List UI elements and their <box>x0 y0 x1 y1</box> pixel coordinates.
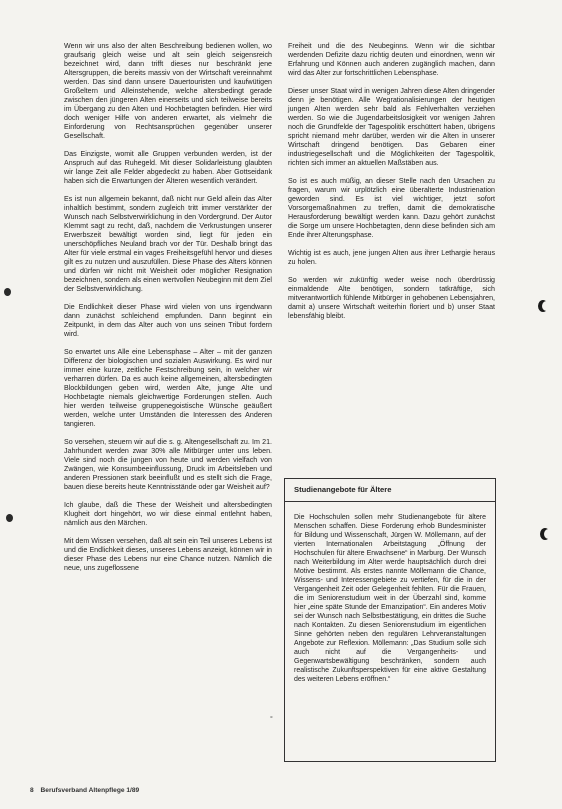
page-number: 8 <box>30 787 34 794</box>
paragraph: So erwartet uns Alle eine Lebensphase – Alter – mit der ganzen Differenz der biologischen und sozialen Auswirkung. Es wird nur immer eine kurze, zeitliche Festschreibung sein, in welcher wir verharren dürfen. Da es auch keine allgemeinen, altersbedingten Blockbildungen geben wird, werden Alte, junge Alte und Hochbetagte niemals gleichwertige Forderungen stellen. Auch hier werden teilweise gruppenegoistische Wünsche geäußert werden, welche unter Umständen die Interessen des Anderen tangieren. <box>64 348 272 428</box>
box-title: Studienangebote für Ältere <box>285 479 495 502</box>
right-text-column <box>288 42 495 330</box>
page-footer <box>30 787 139 794</box>
paragraph: Wenn wir uns also der alten Beschreibung bedienen wollen, wo graufsarig gleich weise und alt sein gleich seigensreich bezeichnet wird, dann trifft dieses nur beschränkt jene Altersgruppen, die bereits massiv von der Wirtschaft vereinnahmt werden. Das sind dann unsere Dauertouristen und kaufwütigen Großeltern und Alleinstehende, welche altersbedingt gerade zwischen den jüngeren Alten einerseits und sich teilweise bereits im Übergang zu den Alten und Hochbetagten befinden. Hier wird doch weniger Hilfe von anderen erwartet, als vielmehr die Einforderung von Rechtsansprüchen gegenüber unserer Gesellschaft. <box>64 42 272 140</box>
paragraph: Freiheit und die des Neubeginns. Wenn wir die sichtbar werdenden Defizite dazu richtig deuten und einordnen, wenn wir Erfahrung und Können auch anderen zugänglich machen, dann wird das Alter zur fortschrittlichen Lebensphase. <box>288 42 495 77</box>
left-text-column <box>64 42 272 582</box>
paragraph: So versehen, steuern wir auf die s. g. Altengesellschaft zu. Im 21. Jahrhundert werden zwar 30% alle Mitbürger unter uns leben. Viele sind noch die jungen von heute und werden vielfach von Zwängen, wie Konsumbeeinflussung, Druck im Arbeitsleben und anderen Pressionen stark beeinflußt und es stellt sich die Frage, bauen diese bereits heute Kenntnisstände oder gar Weisheit auf? <box>64 438 272 491</box>
paragraph: So werden wir zukünftig weder weise noch überdrüssig einmaldende Alte benötigen, sondern tatkräftige, sich mitverantwortlich fühlende Mitbürger in gehobenen Lebensjahren, damit a) unsere Wirtschaft weiterhin floriert und b) unser Staat lebensfähig bleibt. <box>288 276 495 320</box>
small-mark: ° <box>270 716 273 723</box>
binding-mark-icon <box>538 300 548 312</box>
paragraph: Dieser unser Staat wird in wenigen Jahren diese Alten dringender denn je benötigen. Alle Wegrationalisierungen der heutigen jungen Alten werden sehr bald als Fehlverhalten verziehen werden. So wie die Jugendarbeitslosigkeit vor wenigen Jahren noch die Grundfelde der Tagespolitik erschüttert haben, übrigens spricht niemand mehr darüber, werden wir die Alten in unserer Wirtschaft dringend benötigen. Das Gebaren einer industriegesellschaft und die Möglichkeiten der Tagespolitik, richten sich immer an aktuellen Maßstäben aus. <box>288 87 495 167</box>
footer-text: Berufsverband Altenpflege 1/89 <box>40 787 140 794</box>
paragraph: Wichtig ist es auch, jene jungen Alten aus ihrer Lethargie heraus zu holen. <box>288 249 495 266</box>
paragraph: So ist es auch müßig, an dieser Stelle nach den Ursachen zu fragen, warum wir urplötzlich eine überalterte Industrienation geworden sind. Es ist viel wichtiger, jetzt sofort Vorsorgemaßnahmen zu treffen, damit die demokratische Herausforderung bewältigt werden kann. Dazu gehört zunächst die Sorge um unsere Hochbetagten, denn diese befinden sich am Ende ihrer Alterungsphase. <box>288 177 495 239</box>
punch-hole-icon <box>4 288 11 296</box>
sidebar-box <box>284 478 496 762</box>
paragraph: Das Einzigste, womit alle Gruppen verbunden werden, ist der Anspruch auf das Ruhegeld. Mit dieser Solidarleistung glaubten wir lange Zeit alle Felder abgedeckt zu haben. Aber Gottseidank haben sich die Erwartungen der Älteren wesentlich verändert. <box>64 150 272 185</box>
paragraph: Die Endlichkeit dieser Phase wird vielen von uns irgendwann dann zunächst schleichend empfunden. Dann beginnt ein Zeitpunkt, in dem das Alter auch von uns seinen Tribut fordern wird. <box>64 303 272 338</box>
punch-hole-icon <box>6 514 13 522</box>
box-text: Die Hochschulen sollen mehr Studienangebote für ältere Menschen schaffen. Diese Forderung erhob Bundesminister für Bildung und Wissenschaft, Jürgen W. Möllemann, auf der vierten Internationalen Arbeitstagung „Öffnung der Hochschulen für ältere Erwachsene“ in Marburg. Der Wunsch nach Weiterbildung im Alter werde hauptsächlich durch drei Motive bestimmt. Als erstes nannte Möllemann die Chance, Wissens- und Interessengebiete zu vertiefen, für die in der Vergangenheit Zeit oder Gelegenheit fehlten. Für die Frauen, die im Seniorenstudium weit in der Überzahl sind, komme hier „eine späte Stunde der Emanzipation“. Ein anderes Motiv sei der Wunsch nach Selbstbestätigung, ein drittes die Suche nach Kontakten. Zu diesen Seniorenstudium im eigentlichen Sinne gehörten neben den regulären Lehrveranstaltungen Angebote zur Reflexion. Möllemann: „Das Studium solle sich auch nicht auf die Vergangenheits- und Gegenwartsbewältigung beschränken, sondern auch realistische Zukunftsperspektiven für eine aktive Gestaltung des weiteren Lebens eröffnen.“ <box>294 514 486 683</box>
binding-mark-icon <box>540 528 550 540</box>
paragraph: Mit dem Wissen versehen, daß alt sein ein Teil unseres Lebens ist und die Endlichkeit dieses, unseres Lebens anzeigt, können wir in dieser Phase des Lebens nur eine Chance nutzen. Nämlich die neue, uns zugeflossene <box>64 537 272 572</box>
paragraph: Es ist nun allgemein bekannt, daß nicht nur Geld allein das Alter inhaltlich bestimmt, sondern zugleich tritt immer verstärkter der Wunsch nach Selbstverwirklichung in den Vordergrund. Der Autor Klemmt sagt zu recht, daß, nachdem die Verkrustungen unserer Erwerbszeit bewältigt worden sind, liegt für jeden ein unerschöpfliches Neuland brach vor der Tür. Deshalb bringt das Alter für viele erstmal ein vages Freiheitsgefühl hervor und dieses gilt es zu nutzen und auszufüllen. Diese Phase des Alters können und dürfen wir nicht mit Weisheit oder möglicher Resignation bezeichnen, sondern als einen wertvollen Neubeginn mit dem Ziel der Selbstverwirklichung. <box>64 195 272 293</box>
box-body <box>285 502 495 684</box>
paragraph: Ich glaube, daß die These der Weisheit und altersbedingten Klugheit dort hingehört, wo wir diese einmal entlehnt haben, nämlich aus den Märchen. <box>64 501 272 527</box>
